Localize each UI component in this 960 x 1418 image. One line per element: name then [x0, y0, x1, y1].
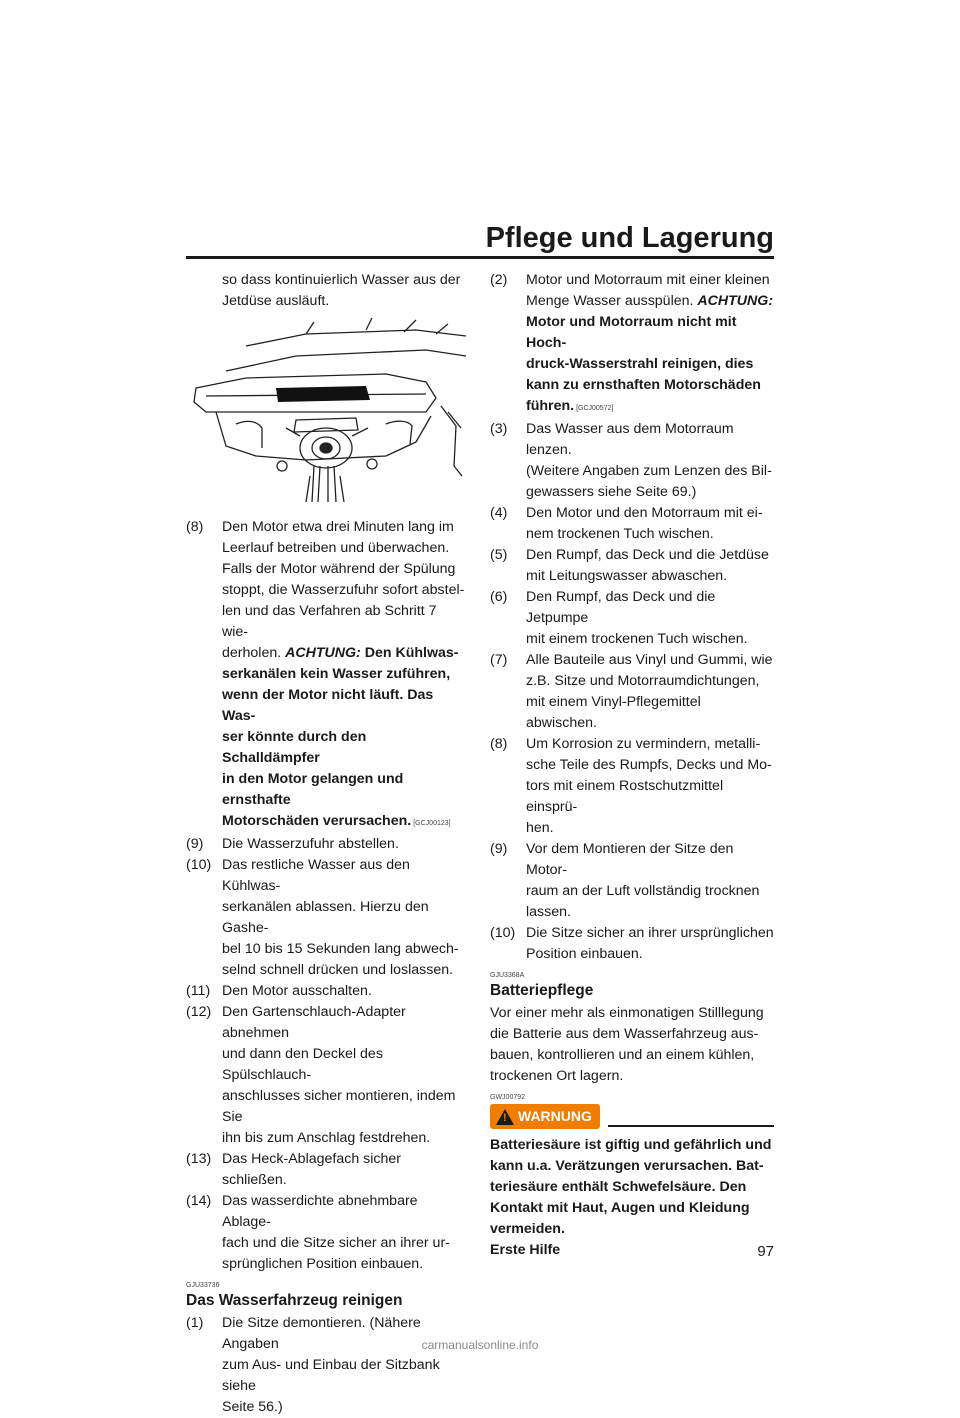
- text-line: stoppt, die Wasserzufuhr sofort abstel-: [222, 582, 465, 598]
- warning-header: [490, 1104, 774, 1129]
- text-line: Seite 56.): [222, 1399, 283, 1415]
- warning-rule: [608, 1125, 774, 1127]
- warning-label: WARNUNG: [518, 1108, 592, 1124]
- text-line: (Weitere Angaben zum Lenzen des Bil-: [526, 463, 772, 479]
- section-code: GJU33736: [186, 1282, 220, 1289]
- step-number: (5): [490, 547, 508, 563]
- caution-text: führen.: [526, 398, 575, 414]
- text-line: fach und die Sitze sicher an ihrer ur-: [222, 1235, 450, 1251]
- text-line: die Batterie aus dem Wasserfahrzeug aus-: [490, 1026, 759, 1042]
- cleaning-step-8: [490, 734, 774, 839]
- text-line: Motor und Motorraum mit einer kleinen: [526, 272, 770, 288]
- step-number: (9): [490, 841, 508, 857]
- reference-code: [GCJ00572]: [576, 405, 614, 412]
- caution-text: kann zu ernsthaften Motorschäden: [526, 377, 761, 393]
- text-line: serkanälen ablassen. Hierzu den Gashe-: [222, 899, 429, 936]
- text-line: Um Korrosion zu vermindern, metalli-: [526, 736, 761, 752]
- text-line: trockenen Ort lagern.: [490, 1068, 624, 1084]
- caution-text: ser könnte durch den Schalldämpfer: [222, 729, 367, 766]
- caution-line: [222, 643, 466, 664]
- caution-text: Motor und Motorraum nicht mit Hoch-: [526, 314, 737, 351]
- text-line: anschlusses sicher montieren, indem Sie: [222, 1088, 456, 1125]
- text-line: Die Sitze sicher an ihrer ursprünglichen: [526, 925, 774, 941]
- text-line: Kontakt mit Haut, Augen und Kleidung: [490, 1200, 750, 1216]
- step-9: [186, 834, 466, 855]
- step-number: (11): [186, 983, 211, 999]
- cleaning-step-4: [490, 503, 774, 545]
- caution-text: Den Kühlwas-: [360, 645, 459, 661]
- text-line: Den Motor und den Motorraum mit ei-: [526, 505, 763, 521]
- caution-text: wenn der Motor nicht läuft. Das Was-: [222, 687, 434, 724]
- text-line: tors mit einem Rostschutzmittel einsprü-: [526, 778, 724, 815]
- text-line: hen.: [526, 820, 554, 836]
- text-line: Den Rumpf, das Deck und die Jetpumpe: [526, 589, 716, 626]
- section-title: Batteriepflege: [490, 982, 594, 999]
- text-line: Das Heck-Ablagefach sicher schließen.: [222, 1151, 401, 1188]
- text-line: teriesäure enthält Schwefelsäure. Den: [490, 1179, 747, 1195]
- cleaning-step-10: [490, 923, 774, 965]
- text-line: Vor dem Montieren der Sitze den Motor-: [526, 841, 734, 878]
- cleaning-step-2: [490, 270, 774, 419]
- text-line: Alle Bauteile aus Vinyl und Gummi, wie: [526, 652, 773, 668]
- text-line: Den Motor ausschalten.: [222, 983, 372, 999]
- cleaning-step-1: [186, 1313, 466, 1418]
- step-11: [186, 981, 466, 1002]
- step-number: (9): [186, 836, 204, 852]
- step-14: [186, 1191, 466, 1275]
- text-line: len und das Verfahren ab Schritt 7 wie-: [222, 603, 437, 640]
- step-13: [186, 1149, 466, 1191]
- text-line: mit einem Vinyl-Pflegemittel abwischen.: [526, 694, 701, 731]
- text-line: Das restliche Wasser aus den Kühlwas-: [222, 857, 410, 894]
- first-aid-heading: Erste Hilfe: [490, 1242, 561, 1258]
- caution-line: [526, 396, 774, 419]
- text-line: sche Teile des Rumpfs, Decks und Mo-: [526, 757, 772, 773]
- page-number: 97: [757, 1243, 774, 1260]
- cleaning-step-6: [490, 587, 774, 650]
- warning-text: [490, 1135, 774, 1261]
- section-title: Das Wasserfahrzeug reinigen: [186, 1292, 403, 1309]
- section-code: GJU3368A: [490, 972, 525, 979]
- caution-label: ACHTUNG:: [697, 293, 774, 309]
- cleaning-step-9: [490, 839, 774, 923]
- step-number: (13): [186, 1151, 212, 1167]
- text-line: so dass kontinuierlich Wasser aus der: [222, 272, 461, 288]
- step-number: (2): [490, 272, 508, 288]
- caution-text: serkanälen kein Wasser zuführen,: [222, 666, 451, 682]
- text-line: Leerlauf betreiben und überwachen.: [222, 540, 450, 556]
- text-line: Position einbauen.: [526, 946, 643, 962]
- reference-code: [GCJ00123]: [413, 820, 451, 827]
- footer-watermark: carmanualsonline.info: [421, 1338, 539, 1352]
- text-line: und dann den Deckel des Spülschlauch-: [222, 1046, 383, 1083]
- text-line: zum Aus- und Einbau der Sitzbank siehe: [222, 1357, 440, 1394]
- step-number: (10): [186, 857, 212, 873]
- text-line: Vor einer mehr als einmonatigen Stilllegung: [490, 1005, 764, 1021]
- step-number: (12): [186, 1004, 212, 1020]
- text-line: Das wasserdichte abnehmbare Ablage-: [222, 1193, 418, 1230]
- caution-text: druck-Wasserstrahl reinigen, dies: [526, 356, 754, 372]
- text-line: mit Leitungswasser abwaschen.: [526, 568, 728, 584]
- step-number: (10): [490, 925, 516, 941]
- text-line: Die Wasserzufuhr abstellen.: [222, 836, 399, 852]
- text-line: Batteriesäure ist giftig und gefährlich und: [490, 1137, 772, 1153]
- text-line: z.B. Sitze und Motorraumdichtungen,: [526, 673, 760, 689]
- text-line: selnd schnell drücken und loslassen.: [222, 962, 454, 978]
- cleaning-step-5: [490, 545, 774, 587]
- text-line: ihn bis zum Anschlag festdrehen.: [222, 1130, 431, 1146]
- step-number: (1): [186, 1315, 204, 1331]
- step-12: [186, 1002, 466, 1149]
- step-number: (14): [186, 1193, 212, 1209]
- text-line: raum an der Luft vollständig trocknen: [526, 883, 760, 899]
- caution-text: Motorschäden verursachen.: [222, 813, 412, 829]
- text-line: Jetdüse ausläuft.: [222, 293, 330, 309]
- text-line: mit einem trockenen Tuch wischen.: [526, 631, 748, 647]
- text-fragment: derholen.: [222, 645, 286, 661]
- warning-code: GWJ00792: [490, 1094, 526, 1101]
- caution-label: ACHTUNG:: [285, 645, 361, 661]
- text-line: Den Gartenschlauch-Adapter abnehmen: [222, 1004, 406, 1041]
- text-line: vermeiden.: [490, 1221, 565, 1237]
- warning-triangle-icon: !: [496, 1109, 514, 1125]
- warning-badge: [490, 1104, 600, 1129]
- text-line: Den Rumpf, das Deck und die Jetdüse: [526, 547, 769, 563]
- battery-paragraph: [490, 1003, 774, 1087]
- text-line: gewassers siehe Seite 69.): [526, 484, 697, 500]
- step-number: (7): [490, 652, 508, 668]
- page-header-title: Pflege und Lagerung: [485, 222, 774, 254]
- step-number: (4): [490, 505, 508, 521]
- text-line: bauen, kontrollieren und an einem kühlen,: [490, 1047, 755, 1063]
- cleaning-step-3: [490, 419, 774, 503]
- left-column: [186, 270, 466, 1418]
- jetski-engine-flush-illustration: [186, 316, 466, 502]
- caution-text: in den Motor gelangen und ernsthafte: [222, 771, 404, 808]
- step-number: (8): [490, 736, 508, 752]
- text-line: nem trockenen Tuch wischen.: [526, 526, 714, 542]
- caution-line: [526, 291, 774, 312]
- text-line: Falls der Motor während der Spülung: [222, 561, 456, 577]
- text-line: sprünglichen Position einbauen.: [222, 1256, 424, 1272]
- right-column: [490, 270, 774, 1261]
- intro-continuation: [222, 270, 466, 312]
- text-line: Den Motor etwa drei Minuten lang im: [222, 519, 454, 535]
- text-line: Die Sitze demontieren. (Nähere Angaben: [222, 1315, 421, 1352]
- step-number: (3): [490, 421, 508, 437]
- text-fragment: Menge Wasser ausspülen.: [526, 293, 698, 309]
- text-line: Das Wasser aus dem Motorraum lenzen.: [526, 421, 734, 458]
- step-10: [186, 855, 466, 981]
- step-number: (6): [490, 589, 508, 605]
- step-number: (8): [186, 519, 204, 535]
- cleaning-step-7: [490, 650, 774, 734]
- caution-line: [222, 811, 466, 834]
- text-line: kann u.a. Verätzungen verursachen. Bat-: [490, 1158, 764, 1174]
- text-line: bel 10 bis 15 Sekunden lang abwech-: [222, 941, 459, 957]
- step-8: [186, 517, 466, 834]
- text-line: lassen.: [526, 904, 571, 920]
- header-rule: [186, 256, 774, 259]
